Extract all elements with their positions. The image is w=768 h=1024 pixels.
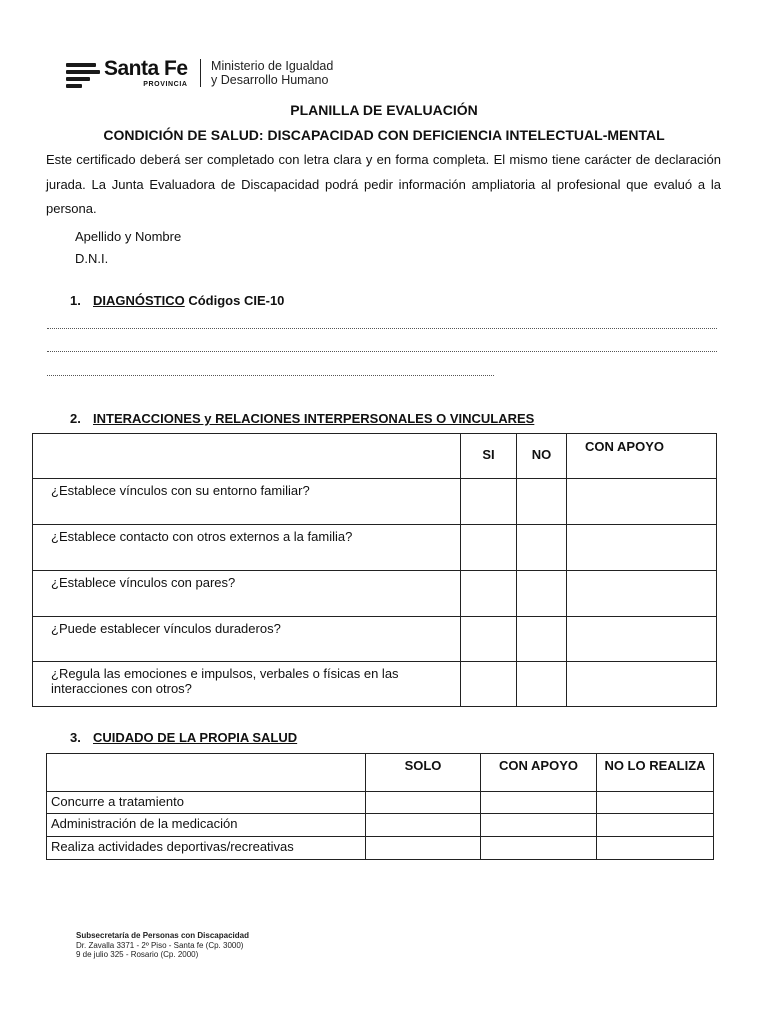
- section-1-title: DIAGNÓSTICO: [93, 293, 185, 308]
- section-3-title: CUIDADO DE LA PROPIA SALUD: [93, 730, 298, 745]
- checkbox-no[interactable]: [517, 479, 567, 525]
- row-activity: Realiza actividades deportivas/recreativas: [47, 837, 366, 860]
- ministry-line-2: y Desarrollo Humano: [211, 73, 329, 87]
- logo-divider: [200, 59, 202, 87]
- row-activity: Administración de la medicación: [47, 814, 366, 837]
- checkbox-no[interactable]: [517, 662, 567, 707]
- section-3-number: 3.: [70, 730, 81, 745]
- checkbox-solo[interactable]: [366, 837, 481, 860]
- col-no-lo-realiza: NO LO REALIZA: [597, 754, 714, 792]
- checkbox-con-apoyo[interactable]: [481, 814, 597, 837]
- checkbox-si[interactable]: [461, 571, 517, 617]
- document-subtitle: CONDICIÓN DE SALUD: DISCAPACIDAD CON DEFICIENCIA INTELECTUAL-MENTAL: [103, 127, 665, 143]
- section-1-title-wrap: [93, 293, 284, 308]
- checkbox-con-apoyo[interactable]: [567, 571, 717, 617]
- checkbox-con-apoyo[interactable]: [567, 525, 717, 571]
- table-row: [47, 814, 714, 837]
- table-row: [47, 792, 714, 814]
- header-logo: [66, 56, 333, 90]
- ministry-name: [211, 59, 333, 87]
- name-field-label: Apellido y Nombre: [75, 229, 182, 244]
- santa-fe-logo-icon: [66, 60, 100, 86]
- checkbox-con-apoyo[interactable]: [481, 792, 597, 814]
- row-question: ¿Establece vínculos con pares?: [33, 571, 461, 617]
- footer-line-3: 9 de julio 325 - Rosario (Cp. 2000): [76, 950, 199, 959]
- intro-paragraph: Este certificado deberá ser completado con letra clara y en forma completa. El mismo tiene carácter de declaración jurada. La Junta Evaluadora de Discapacidad podrá pedir información ampliatoria al profesional que evaluó a la persona.: [46, 152, 721, 216]
- checkbox-solo[interactable]: [366, 792, 481, 814]
- table-header-row: [47, 754, 714, 792]
- diagnosis-line-2[interactable]: [47, 351, 717, 353]
- checkbox-no-lo-realiza[interactable]: [597, 792, 714, 814]
- checkbox-no[interactable]: [517, 525, 567, 571]
- health-care-table: [46, 753, 714, 860]
- brand: [104, 58, 188, 88]
- checkbox-solo[interactable]: [366, 814, 481, 837]
- checkbox-no-lo-realiza[interactable]: [597, 837, 714, 860]
- row-question: ¿Establece vínculos con su entorno familiar?: [33, 479, 461, 525]
- document-title: PLANILLA DE EVALUACIÓN: [290, 102, 478, 118]
- dni-field-label: D.N.I.: [75, 251, 109, 266]
- brand-subtitle: PROVINCIA: [143, 81, 188, 88]
- checkbox-con-apoyo[interactable]: [481, 837, 597, 860]
- header-empty-cell: [33, 434, 461, 479]
- table-header-row: [33, 434, 717, 479]
- interactions-table: [32, 433, 717, 707]
- col-no: NO: [517, 434, 567, 479]
- table-row: [33, 525, 717, 571]
- col-con-apoyo: CON APOYO: [481, 754, 597, 792]
- section-2-title: INTERACCIONES y RELACIONES INTERPERSONALES O VINCULARES: [93, 411, 535, 426]
- checkbox-con-apoyo[interactable]: [567, 617, 717, 662]
- header-empty-cell: [47, 754, 366, 792]
- row-question: ¿Puede establecer vínculos duraderos?: [33, 617, 461, 662]
- row-activity: Concurre a tratamiento: [47, 792, 366, 814]
- table-row: [47, 837, 714, 860]
- diagnosis-line-3[interactable]: [47, 375, 494, 377]
- row-question: ¿Establece contacto con otros externos a la familia?: [33, 525, 461, 571]
- footer: [76, 931, 249, 960]
- table-row: [33, 662, 717, 707]
- footer-line-1: Subsecretaría de Personas con Discapacidad: [76, 931, 249, 940]
- checkbox-no[interactable]: [517, 617, 567, 662]
- checkbox-no[interactable]: [517, 571, 567, 617]
- section-2-number: 2.: [70, 411, 81, 426]
- row-question: ¿Regula las emociones e impulsos, verbales o físicas en las interacciones con otros?: [33, 662, 461, 707]
- checkbox-si[interactable]: [461, 525, 517, 571]
- checkbox-si[interactable]: [461, 617, 517, 662]
- section-1-suffix: Códigos CIE-10: [184, 293, 285, 308]
- table-row: [33, 617, 717, 662]
- col-con-apoyo: CON APOYO: [567, 434, 717, 479]
- section-1-number: 1.: [70, 293, 81, 308]
- footer-line-2: Dr. Zavalla 3371 - 2º Piso - Santa fe (Cp. 3000): [76, 940, 244, 950]
- col-solo: SOLO: [366, 754, 481, 792]
- table-row: [33, 479, 717, 525]
- checkbox-si[interactable]: [461, 479, 517, 525]
- col-si: SI: [461, 434, 517, 479]
- checkbox-con-apoyo[interactable]: [567, 479, 717, 525]
- diagnosis-line-1[interactable]: [47, 328, 717, 330]
- checkbox-con-apoyo[interactable]: [567, 662, 717, 707]
- ministry-line-1: Ministerio de Igualdad: [211, 59, 334, 73]
- checkbox-si[interactable]: [461, 662, 517, 707]
- table-row: [33, 571, 717, 617]
- brand-name: Santa Fe: [104, 57, 188, 80]
- checkbox-no-lo-realiza[interactable]: [597, 814, 714, 837]
